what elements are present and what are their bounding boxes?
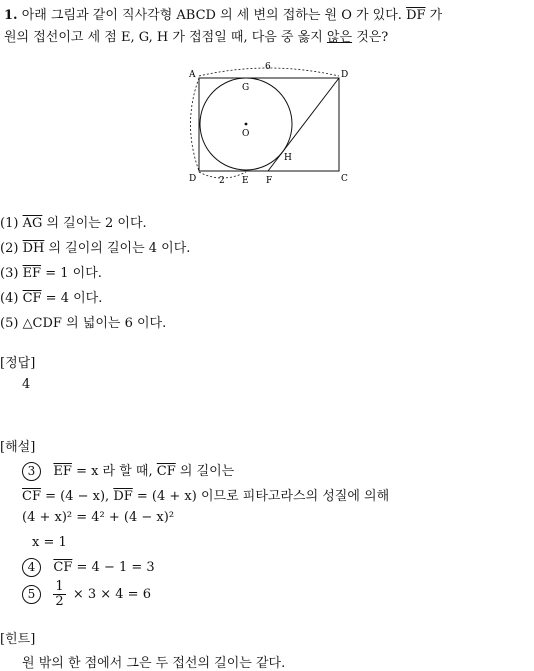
- explanation-text: = 4 − 1 = 3: [76, 560, 155, 575]
- fraction-denominator: 2: [55, 594, 64, 609]
- choice-text: = 1 이다.: [45, 266, 102, 281]
- label-a: A: [189, 70, 196, 80]
- label-six: 6: [265, 62, 271, 72]
- choice-1: [0, 212, 147, 231]
- explanation-line-1: [22, 460, 234, 481]
- choice-number: (1): [0, 216, 19, 231]
- choice-segment: $\overline{EF}$: [22, 266, 42, 281]
- fraction-numerator: 1: [55, 579, 64, 594]
- explanation-label: [해설]: [0, 440, 36, 455]
- label-two: 2: [219, 176, 225, 186]
- segment-cf: $\overline{CF}$: [22, 489, 41, 504]
- choice-text: = 4 이다.: [45, 291, 103, 306]
- explanation-text: × 3 × 4 = 6: [72, 587, 151, 602]
- choice-number: (4): [0, 291, 19, 306]
- label-o: O: [242, 129, 250, 139]
- hint-label: [힌트]: [0, 632, 36, 647]
- label-g: G: [242, 83, 250, 93]
- choice-text: 의 길이의 길이는 4 이다.: [48, 241, 191, 256]
- segment-df: $\overline{DF}$: [113, 489, 133, 504]
- label-c: C: [341, 174, 348, 184]
- choice-5: [0, 312, 166, 331]
- question-text-1b: 가: [429, 8, 443, 23]
- explanation-text: = x 라 할 때,: [76, 464, 153, 479]
- circled-number: 4: [22, 558, 41, 577]
- dashed-arc-left: [191, 78, 200, 171]
- choice-3: [0, 262, 102, 281]
- segment-cf: $\overline{CF}$: [53, 560, 73, 575]
- explanation-text: 의 길이는: [179, 464, 235, 479]
- fraction-half: [53, 580, 65, 609]
- question-text-1a: 아래 그림과 같이 직사각형 ABCD 의 세 변의 접하는 원 O 가 있다.: [21, 8, 402, 23]
- choice-text: 의 길이는 2 이다.: [46, 216, 147, 231]
- explanation-line-6: [22, 580, 151, 609]
- question-underlined-word: 않은: [326, 30, 353, 45]
- choice-number: (3): [0, 266, 19, 281]
- rectangle-abcd: [199, 78, 339, 171]
- explanation-text: = (4 − x),: [45, 489, 110, 504]
- segment-df: $\overline{DF}$: [406, 8, 426, 23]
- question-text-2a: 원의 접선이고 세 점 E, G, H 가 접점일 때, 다음 중 옳지: [4, 30, 323, 45]
- label-d-bottom: D: [189, 174, 197, 184]
- hint-text: 원 밖의 한 점에서 그은 두 접선의 길이는 같다.: [22, 656, 286, 671]
- answer-label: [정답]: [0, 356, 36, 371]
- explanation-line-3: (4 + x)² = 4² + (4 − x)²: [22, 510, 175, 525]
- choice-segment: $\overline{DH}$: [22, 241, 45, 256]
- center-point: [245, 123, 248, 126]
- circled-number: 3: [22, 462, 41, 481]
- question-line-1: [4, 4, 442, 23]
- label-d-top: D: [341, 70, 349, 80]
- choice-4: [0, 287, 102, 306]
- explanation-line-2: [22, 485, 389, 504]
- choice-2: [0, 237, 190, 256]
- explanation-line-4: x = 1: [32, 535, 67, 550]
- explanation-line-5: [22, 558, 155, 577]
- question-number: 1.: [4, 8, 18, 23]
- label-e: E: [242, 176, 249, 186]
- label-h: H: [284, 153, 292, 163]
- question-line-2: [4, 26, 388, 45]
- choice-number: (2): [0, 241, 19, 256]
- segment-cf: $\overline{CF}$: [156, 464, 176, 479]
- question-text-2b: 것은?: [356, 30, 389, 45]
- choice-number: (5): [0, 316, 19, 331]
- circled-number: 5: [22, 585, 41, 604]
- answer-value: 4: [22, 377, 31, 392]
- explanation-text: = (4 + x) 이므로 피타고라스의 성질에 의해: [136, 489, 390, 504]
- label-f: F: [266, 176, 273, 186]
- segment-ef: $\overline{EF}$: [53, 464, 72, 479]
- choice-text: △CDF 의 넓이는 6 이다.: [22, 316, 167, 331]
- choice-segment: $\overline{CF}$: [22, 291, 42, 306]
- choice-segment: $\overline{AG}$: [22, 216, 43, 231]
